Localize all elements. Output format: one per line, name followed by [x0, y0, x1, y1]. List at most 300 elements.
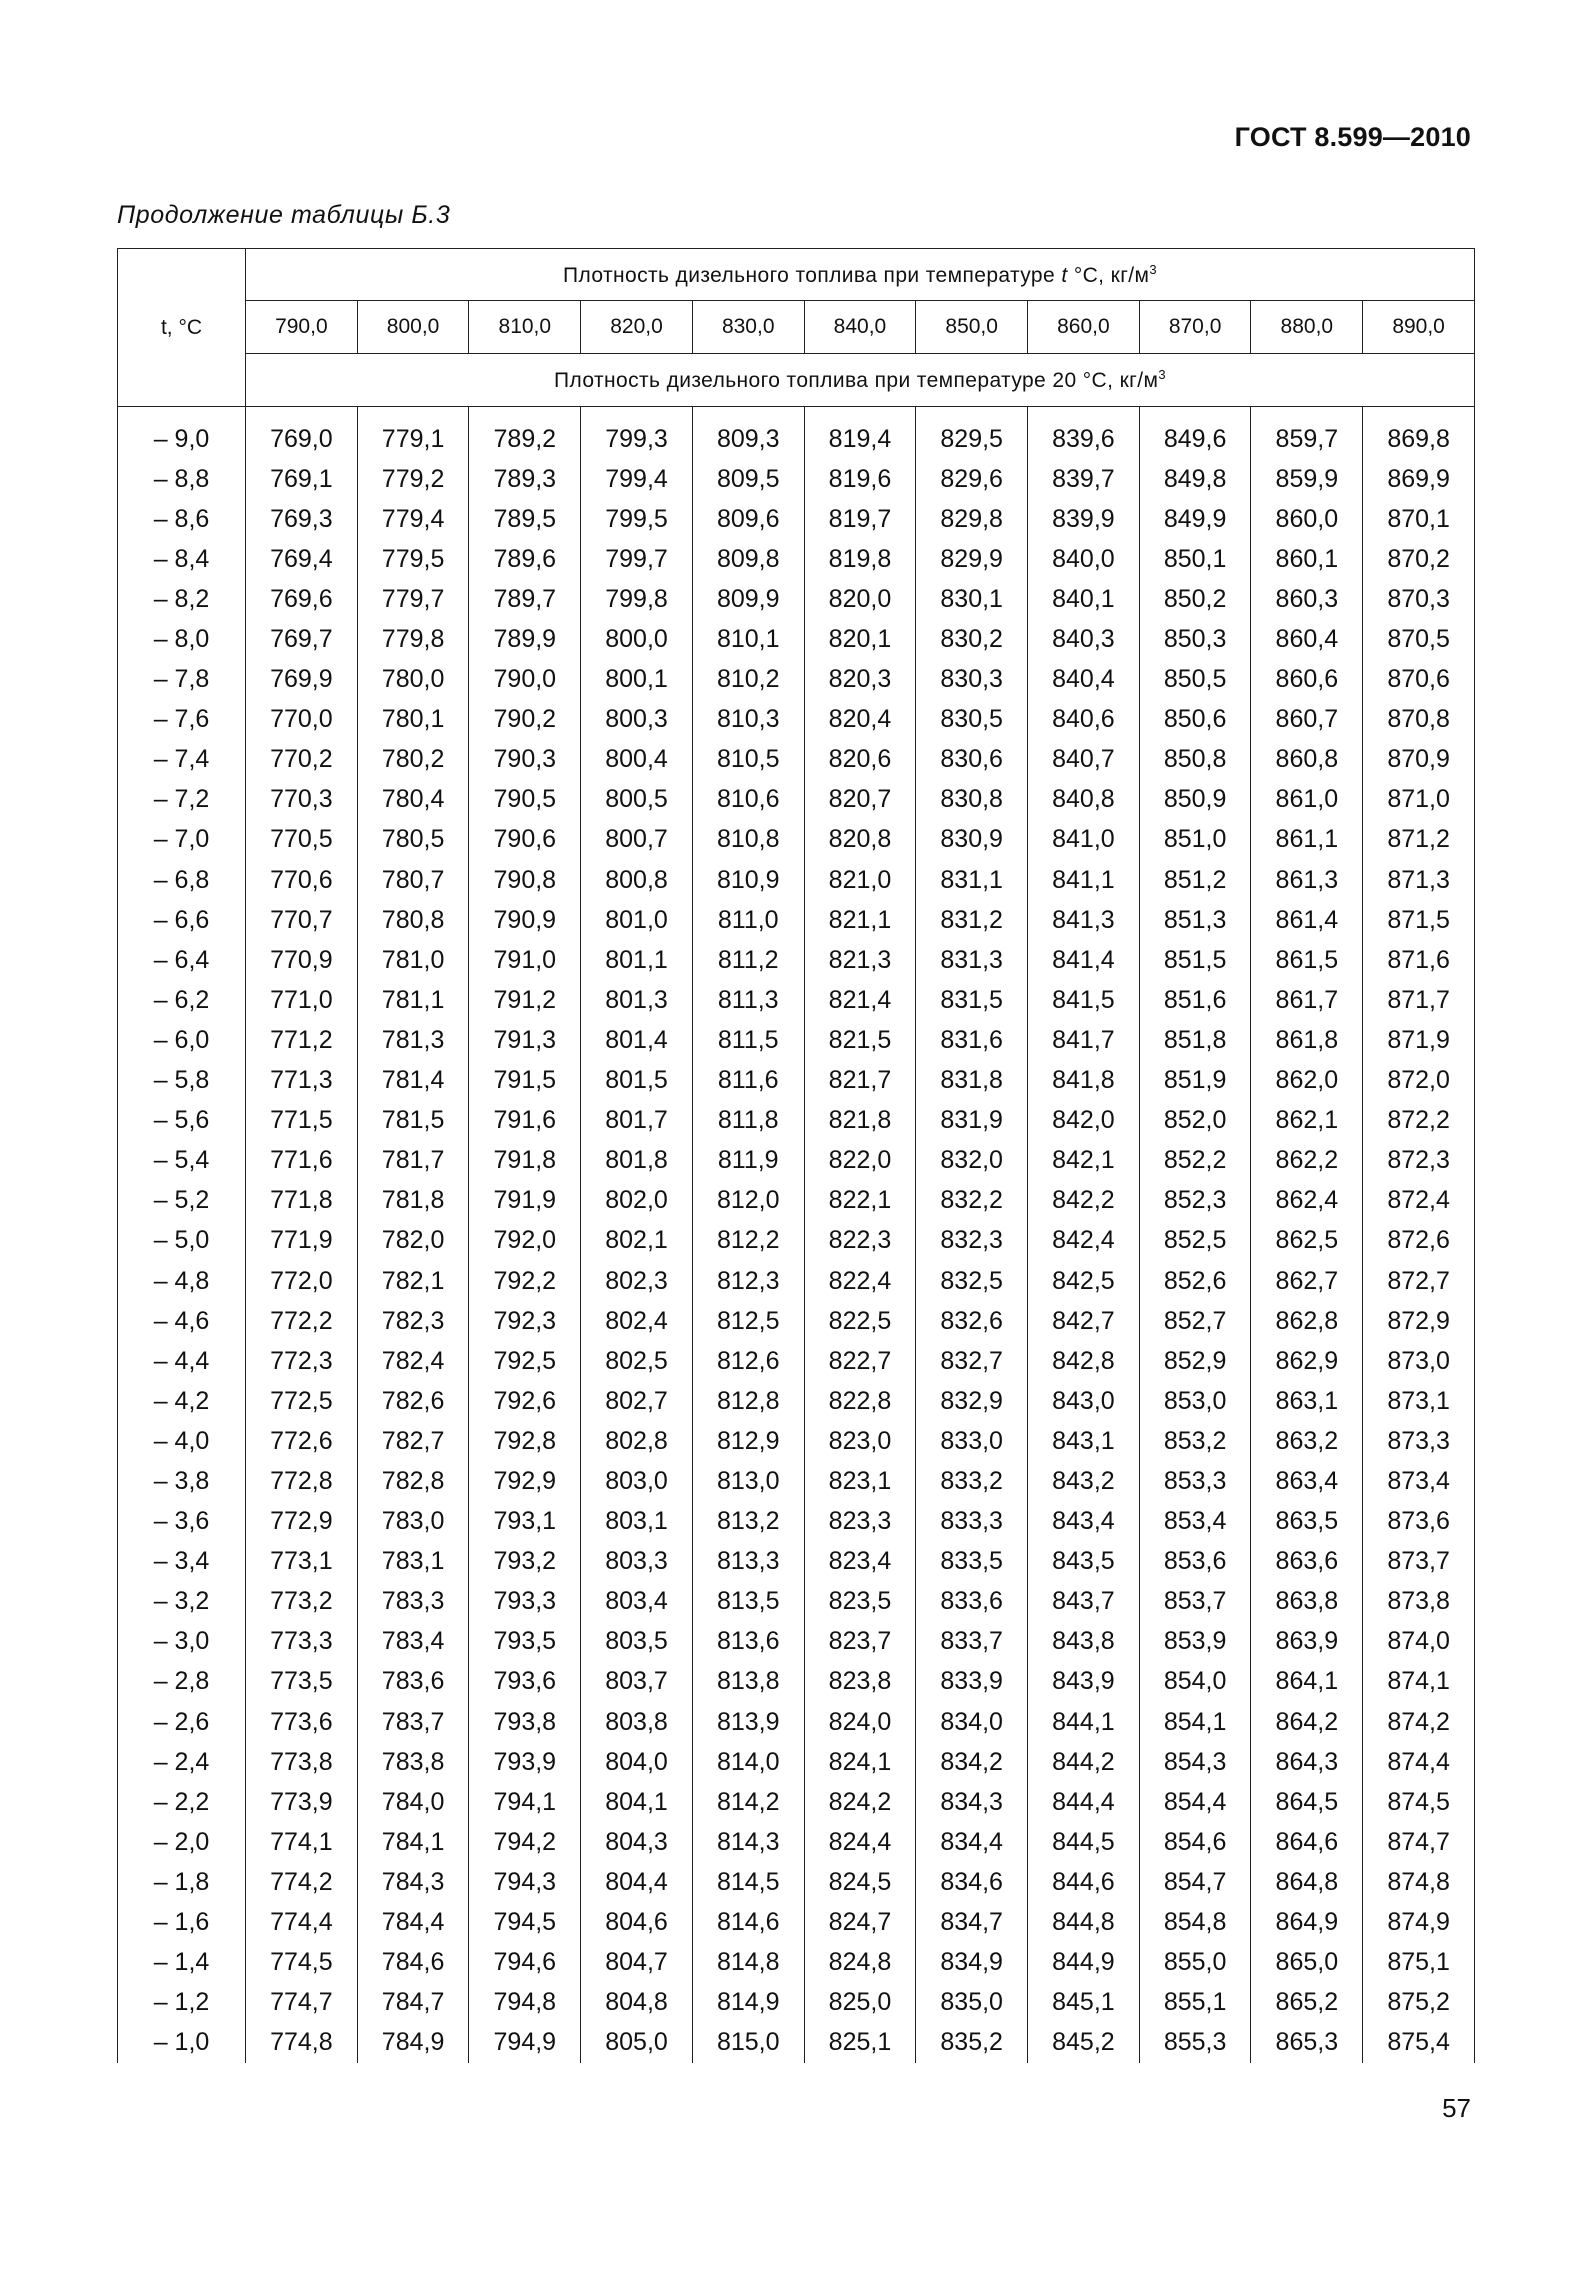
density-cell: 830,1 — [916, 579, 1028, 619]
density-cell: 824,7 — [804, 1902, 916, 1942]
density-cell: 863,5 — [1251, 1502, 1363, 1542]
density-cell: 854,4 — [1139, 1782, 1251, 1822]
table-row — [118, 1381, 1475, 1421]
density-cell: 815,0 — [692, 2023, 804, 2063]
density-cell: 851,5 — [1139, 940, 1251, 980]
density-cell: 810,9 — [692, 860, 804, 900]
temperature-cell: – 9,0 — [118, 407, 246, 460]
density-cell: 865,0 — [1251, 1943, 1363, 1983]
density-cell: 850,2 — [1139, 579, 1251, 619]
top-header-suffix: °С, кг/м — [1067, 263, 1150, 287]
density-cell: 835,2 — [916, 2023, 1028, 2063]
density-cell: 789,3 — [469, 459, 581, 499]
density-cell: 862,4 — [1251, 1181, 1363, 1221]
density-cell: 872,3 — [1363, 1141, 1475, 1181]
density-cell: 873,6 — [1363, 1502, 1475, 1542]
density-cell: 853,2 — [1139, 1421, 1251, 1461]
density-column-header: 890,0 — [1363, 301, 1475, 354]
density-cell: 784,0 — [357, 1782, 469, 1822]
density-cell: 783,4 — [357, 1622, 469, 1662]
density-cell: 789,2 — [469, 407, 581, 460]
density-cell: 823,4 — [804, 1542, 916, 1582]
density-cell: 845,2 — [1028, 2023, 1140, 2063]
density-cell: 813,2 — [692, 1502, 804, 1542]
density-cell: 852,3 — [1139, 1181, 1251, 1221]
density-cell: 813,9 — [692, 1702, 804, 1742]
density-cell: 832,2 — [916, 1181, 1028, 1221]
density-cell: 824,1 — [804, 1742, 916, 1782]
density-cell: 792,2 — [469, 1261, 581, 1301]
temperature-cell: – 5,4 — [118, 1141, 246, 1181]
density-cell: 774,7 — [246, 1983, 358, 2023]
density-cell: 792,0 — [469, 1221, 581, 1261]
table-row — [118, 1622, 1475, 1662]
density-cell: 784,9 — [357, 2023, 469, 2063]
temperature-cell: – 7,6 — [118, 700, 246, 740]
density-cell: 821,3 — [804, 940, 916, 980]
density-cell: 780,1 — [357, 700, 469, 740]
temperature-cell: – 4,8 — [118, 1261, 246, 1301]
density-cell: 851,9 — [1139, 1061, 1251, 1101]
density-cell: 874,4 — [1363, 1742, 1475, 1782]
density-cell: 799,5 — [581, 499, 693, 539]
density-cell: 823,3 — [804, 1502, 916, 1542]
density-cell: 793,9 — [469, 1742, 581, 1782]
density-cell: 793,1 — [469, 1502, 581, 1542]
density-cell: 810,5 — [692, 740, 804, 780]
density-cell: 814,8 — [692, 1943, 804, 1983]
density-cell: 863,2 — [1251, 1421, 1363, 1461]
density-cell: 802,8 — [581, 1421, 693, 1461]
density-cell: 854,8 — [1139, 1902, 1251, 1942]
density-cell: 792,3 — [469, 1301, 581, 1341]
temperature-cell: – 6,0 — [118, 1020, 246, 1060]
density-cell: 800,7 — [581, 820, 693, 860]
table-row — [118, 1902, 1475, 1942]
density-cell: 853,4 — [1139, 1502, 1251, 1542]
density-cell: 811,5 — [692, 1020, 804, 1060]
density-cell: 801,1 — [581, 940, 693, 980]
density-cell: 831,6 — [916, 1020, 1028, 1060]
density-cell: 870,2 — [1363, 539, 1475, 579]
table-row — [118, 1181, 1475, 1221]
table-row — [118, 1341, 1475, 1381]
density-cell: 855,1 — [1139, 1983, 1251, 2023]
density-cell: 779,4 — [357, 499, 469, 539]
density-cell: 852,5 — [1139, 1221, 1251, 1261]
density-cell: 850,8 — [1139, 740, 1251, 780]
density-cell: 811,8 — [692, 1101, 804, 1141]
density-cell: 872,2 — [1363, 1101, 1475, 1141]
table-row — [118, 539, 1475, 579]
density-cell: 864,6 — [1251, 1822, 1363, 1862]
density-cell: 784,1 — [357, 1822, 469, 1862]
density-cell: 861,5 — [1251, 940, 1363, 980]
density-cell: 823,7 — [804, 1622, 916, 1662]
density-cell: 843,8 — [1028, 1622, 1140, 1662]
density-cell: 849,8 — [1139, 459, 1251, 499]
temperature-cell: – 2,8 — [118, 1662, 246, 1702]
density-cell: 864,3 — [1251, 1742, 1363, 1782]
table-row — [118, 1862, 1475, 1902]
table-row — [118, 1662, 1475, 1702]
temperature-cell: – 3,4 — [118, 1542, 246, 1582]
table-caption: Продолжение таблицы Б.3 — [117, 201, 451, 229]
temperature-cell: – 8,8 — [118, 459, 246, 499]
density-cell: 800,8 — [581, 860, 693, 900]
temperature-cell: – 1,2 — [118, 1983, 246, 2023]
density-cell: 864,8 — [1251, 1862, 1363, 1902]
density-cell: 862,2 — [1251, 1141, 1363, 1181]
density-cell: 802,4 — [581, 1301, 693, 1341]
density-cell: 851,3 — [1139, 900, 1251, 940]
density-cell: 874,0 — [1363, 1622, 1475, 1662]
density-cell: 784,6 — [357, 1943, 469, 1983]
density-cell: 781,7 — [357, 1141, 469, 1181]
density-cell: 773,1 — [246, 1542, 358, 1582]
table-body — [118, 407, 1475, 2063]
density-cell: 852,2 — [1139, 1141, 1251, 1181]
density-cell: 823,0 — [804, 1421, 916, 1461]
standard-code: ГОСТ 8.599—2010 — [1234, 122, 1471, 152]
density-cell: 874,2 — [1363, 1702, 1475, 1742]
density-cell: 791,3 — [469, 1020, 581, 1060]
density-cell: 781,5 — [357, 1101, 469, 1141]
density-cell: 803,8 — [581, 1702, 693, 1742]
density-cell: 771,9 — [246, 1221, 358, 1261]
density-cell: 772,0 — [246, 1261, 358, 1301]
density-cell: 871,6 — [1363, 940, 1475, 980]
table-row — [118, 1461, 1475, 1501]
density-cell: 865,3 — [1251, 2023, 1363, 2063]
density-cell: 781,3 — [357, 1020, 469, 1060]
density-cell: 809,6 — [692, 499, 804, 539]
density-cell: 830,8 — [916, 780, 1028, 820]
density-cell: 830,6 — [916, 740, 1028, 780]
density-cell: 793,3 — [469, 1582, 581, 1622]
density-cell: 770,7 — [246, 900, 358, 940]
density-cell: 851,2 — [1139, 860, 1251, 900]
density-cell: 850,1 — [1139, 539, 1251, 579]
density-cell: 773,8 — [246, 1742, 358, 1782]
density-cell: 871,5 — [1363, 900, 1475, 940]
density-cell: 774,5 — [246, 1943, 358, 1983]
density-cell: 823,5 — [804, 1582, 916, 1622]
density-cell: 863,9 — [1251, 1622, 1363, 1662]
density-cell: 780,4 — [357, 780, 469, 820]
density-cell: 831,2 — [916, 900, 1028, 940]
density-cell: 863,4 — [1251, 1461, 1363, 1501]
density-cell: 824,5 — [804, 1862, 916, 1902]
density-cell: 810,8 — [692, 820, 804, 860]
density-cell: 851,6 — [1139, 980, 1251, 1020]
density-cell: 801,7 — [581, 1101, 693, 1141]
table-row — [118, 2023, 1475, 2063]
density-cell: 802,7 — [581, 1381, 693, 1421]
density-cell: 841,8 — [1028, 1061, 1140, 1101]
density-cell: 870,3 — [1363, 579, 1475, 619]
density-cell: 872,0 — [1363, 1061, 1475, 1101]
density-cell: 799,7 — [581, 539, 693, 579]
density-cell: 872,9 — [1363, 1301, 1475, 1341]
density-cell: 804,8 — [581, 1983, 693, 2023]
density-cell: 771,5 — [246, 1101, 358, 1141]
density-cell: 875,2 — [1363, 1983, 1475, 2023]
density-column-header: 860,0 — [1028, 301, 1140, 354]
temperature-cell: – 4,6 — [118, 1301, 246, 1341]
density-cell: 824,0 — [804, 1702, 916, 1742]
density-cell: 861,1 — [1251, 820, 1363, 860]
density-cell: 820,3 — [804, 660, 916, 700]
density-column-header: 820,0 — [581, 301, 693, 354]
density-table — [117, 248, 1475, 2063]
density-cell: 854,6 — [1139, 1822, 1251, 1862]
density-cell: 832,6 — [916, 1301, 1028, 1341]
temperature-cell: – 3,2 — [118, 1582, 246, 1622]
density-cell: 871,9 — [1363, 1020, 1475, 1060]
density-cell: 773,9 — [246, 1782, 358, 1822]
density-cell: 814,5 — [692, 1862, 804, 1902]
table-row — [118, 1502, 1475, 1542]
table-row — [118, 1061, 1475, 1101]
density-column-header: 880,0 — [1251, 301, 1363, 354]
density-cell: 790,0 — [469, 660, 581, 700]
density-cell: 811,3 — [692, 980, 804, 1020]
table-row — [118, 1020, 1475, 1060]
temperature-column-header: t, °С — [118, 249, 246, 407]
table-row — [118, 407, 1475, 460]
density-cell: 844,4 — [1028, 1782, 1140, 1822]
density-cell: 852,6 — [1139, 1261, 1251, 1301]
density-cell: 874,8 — [1363, 1862, 1475, 1902]
density-cell: 812,8 — [692, 1381, 804, 1421]
density-cell: 804,1 — [581, 1782, 693, 1822]
temperature-cell: – 3,8 — [118, 1461, 246, 1501]
density-cell: 794,2 — [469, 1822, 581, 1862]
density-cell: 872,4 — [1363, 1181, 1475, 1221]
density-cell: 812,0 — [692, 1181, 804, 1221]
density-cell: 840,1 — [1028, 579, 1140, 619]
density-cell: 831,3 — [916, 940, 1028, 980]
density-cell: 783,3 — [357, 1582, 469, 1622]
density-cell: 780,8 — [357, 900, 469, 940]
density-cell: 872,6 — [1363, 1221, 1475, 1261]
density-cell: 792,8 — [469, 1421, 581, 1461]
density-cell: 769,1 — [246, 459, 358, 499]
density-cell: 820,7 — [804, 780, 916, 820]
density-cell: 864,5 — [1251, 1782, 1363, 1822]
density-cell: 842,4 — [1028, 1221, 1140, 1261]
density-cell: 790,9 — [469, 900, 581, 940]
density-cell: 831,9 — [916, 1101, 1028, 1141]
density-cell: 800,0 — [581, 619, 693, 659]
density-cell: 825,0 — [804, 1983, 916, 2023]
density-cell: 860,1 — [1251, 539, 1363, 579]
density-cell: 789,6 — [469, 539, 581, 579]
density-cell: 772,6 — [246, 1421, 358, 1461]
density-cell: 779,2 — [357, 459, 469, 499]
density-column-header: 810,0 — [469, 301, 581, 354]
density-cell: 814,2 — [692, 1782, 804, 1822]
density-cell: 834,6 — [916, 1862, 1028, 1902]
density-cell: 802,1 — [581, 1221, 693, 1261]
table-row — [118, 980, 1475, 1020]
density-cell: 813,6 — [692, 1622, 804, 1662]
density-cell: 774,1 — [246, 1822, 358, 1862]
density-cell: 811,9 — [692, 1141, 804, 1181]
density-cell: 862,0 — [1251, 1061, 1363, 1101]
density-cell: 829,6 — [916, 459, 1028, 499]
density-cell: 851,0 — [1139, 820, 1251, 860]
density-cell: 770,0 — [246, 700, 358, 740]
density-cell: 843,9 — [1028, 1662, 1140, 1702]
density-cell: 820,4 — [804, 700, 916, 740]
table-row — [118, 820, 1475, 860]
density-cell: 789,7 — [469, 579, 581, 619]
top-header-prefix: Плотность дизельного топлива при температуре — [562, 263, 1062, 287]
density-cell: 803,0 — [581, 1461, 693, 1501]
density-cell: 832,9 — [916, 1381, 1028, 1421]
density-cell: 799,8 — [581, 579, 693, 619]
density-cell: 822,4 — [804, 1261, 916, 1301]
density-cell: 793,5 — [469, 1622, 581, 1662]
density-cell: 859,7 — [1251, 407, 1363, 460]
temperature-cell: – 1,8 — [118, 1862, 246, 1902]
density-cell: 871,3 — [1363, 860, 1475, 900]
density-cell: 860,7 — [1251, 700, 1363, 740]
temperature-cell: – 5,0 — [118, 1221, 246, 1261]
density-cell: 844,2 — [1028, 1742, 1140, 1782]
density-cell: 789,5 — [469, 499, 581, 539]
table-row — [118, 1943, 1475, 1983]
density-cell: 833,9 — [916, 1662, 1028, 1702]
density-cell: 849,6 — [1139, 407, 1251, 460]
density-cell: 801,4 — [581, 1020, 693, 1060]
density-cell: 875,4 — [1363, 2023, 1475, 2063]
table-row — [118, 579, 1475, 619]
density-column-header: 870,0 — [1139, 301, 1251, 354]
density-cell: 794,3 — [469, 1862, 581, 1902]
density-cell: 801,3 — [581, 980, 693, 1020]
temperature-cell: – 1,4 — [118, 1943, 246, 1983]
density-cell: 792,5 — [469, 1341, 581, 1381]
density-cell: 842,1 — [1028, 1141, 1140, 1181]
density-cell: 873,7 — [1363, 1542, 1475, 1582]
density-cell: 781,0 — [357, 940, 469, 980]
bottom-header-text: Плотность дизельного топлива при температуре 20 °С, кг/м — [554, 369, 1159, 392]
density-cell: 860,4 — [1251, 619, 1363, 659]
density-cell: 834,0 — [916, 1702, 1028, 1742]
temperature-cell: – 2,4 — [118, 1742, 246, 1782]
density-cell: 839,9 — [1028, 499, 1140, 539]
table-row — [118, 900, 1475, 940]
density-cell: 843,0 — [1028, 1381, 1140, 1421]
density-cell: 803,7 — [581, 1662, 693, 1702]
density-cell: 782,3 — [357, 1301, 469, 1341]
density-cell: 791,0 — [469, 940, 581, 980]
density-cell: 860,6 — [1251, 660, 1363, 700]
temperature-cell: – 8,4 — [118, 539, 246, 579]
density-cell: 851,8 — [1139, 1020, 1251, 1060]
density-column-header: 790,0 — [246, 301, 358, 354]
density-cell: 842,5 — [1028, 1261, 1140, 1301]
density-cell: 820,0 — [804, 579, 916, 619]
top-header-t: t — [1061, 263, 1068, 287]
density-cell: 811,0 — [692, 900, 804, 940]
density-cell: 792,9 — [469, 1461, 581, 1501]
density-cell: 800,4 — [581, 740, 693, 780]
density-cell: 811,2 — [692, 940, 804, 980]
density-cell: 794,9 — [469, 2023, 581, 2063]
density-cell: 782,6 — [357, 1381, 469, 1421]
density-cell: 782,1 — [357, 1261, 469, 1301]
table-row — [118, 860, 1475, 900]
density-cell: 840,7 — [1028, 740, 1140, 780]
density-cell: 829,8 — [916, 499, 1028, 539]
temperature-cell: – 7,2 — [118, 780, 246, 820]
density-cell: 861,0 — [1251, 780, 1363, 820]
table-row — [118, 1702, 1475, 1742]
density-cell: 800,3 — [581, 700, 693, 740]
density-cell: 870,5 — [1363, 619, 1475, 659]
density-cell: 830,2 — [916, 619, 1028, 659]
density-cell: 774,4 — [246, 1902, 358, 1942]
temperature-cell: – 4,0 — [118, 1421, 246, 1461]
density-cell: 783,7 — [357, 1702, 469, 1742]
density-cell: 830,5 — [916, 700, 1028, 740]
density-cell: 853,6 — [1139, 1542, 1251, 1582]
density-cell: 791,6 — [469, 1101, 581, 1141]
density-cell: 770,5 — [246, 820, 358, 860]
density-cell: 842,7 — [1028, 1301, 1140, 1341]
density-cell: 780,0 — [357, 660, 469, 700]
density-cell: 793,2 — [469, 1542, 581, 1582]
density-cell: 809,5 — [692, 459, 804, 499]
density-cell: 769,6 — [246, 579, 358, 619]
density-cell: 769,0 — [246, 407, 358, 460]
density-cell: 819,8 — [804, 539, 916, 579]
density-cell: 834,4 — [916, 1822, 1028, 1862]
density-cell: 830,3 — [916, 660, 1028, 700]
density-cell: 862,7 — [1251, 1261, 1363, 1301]
density-cell: 854,1 — [1139, 1702, 1251, 1742]
density-cell: 791,5 — [469, 1061, 581, 1101]
density-cell: 793,6 — [469, 1662, 581, 1702]
density-cell: 833,0 — [916, 1421, 1028, 1461]
table-row — [118, 660, 1475, 700]
table-row — [118, 1983, 1475, 2023]
table-row — [118, 1141, 1475, 1181]
density-cell: 864,9 — [1251, 1902, 1363, 1942]
density-cell: 852,0 — [1139, 1101, 1251, 1141]
density-cell: 841,4 — [1028, 940, 1140, 980]
table-header — [118, 249, 1475, 407]
density-cell: 779,8 — [357, 619, 469, 659]
density-cell: 773,5 — [246, 1662, 358, 1702]
density-cell: 793,8 — [469, 1702, 581, 1742]
density-cell: 840,6 — [1028, 700, 1140, 740]
density-cell: 790,2 — [469, 700, 581, 740]
density-cell: 845,1 — [1028, 1983, 1140, 2023]
top-group-header — [246, 249, 1475, 301]
table-row — [118, 700, 1475, 740]
density-cell: 862,9 — [1251, 1341, 1363, 1381]
table-row — [118, 1301, 1475, 1341]
density-cell: 803,3 — [581, 1542, 693, 1582]
density-cell: 833,6 — [916, 1582, 1028, 1622]
density-cell: 772,2 — [246, 1301, 358, 1341]
density-cell: 781,1 — [357, 980, 469, 1020]
